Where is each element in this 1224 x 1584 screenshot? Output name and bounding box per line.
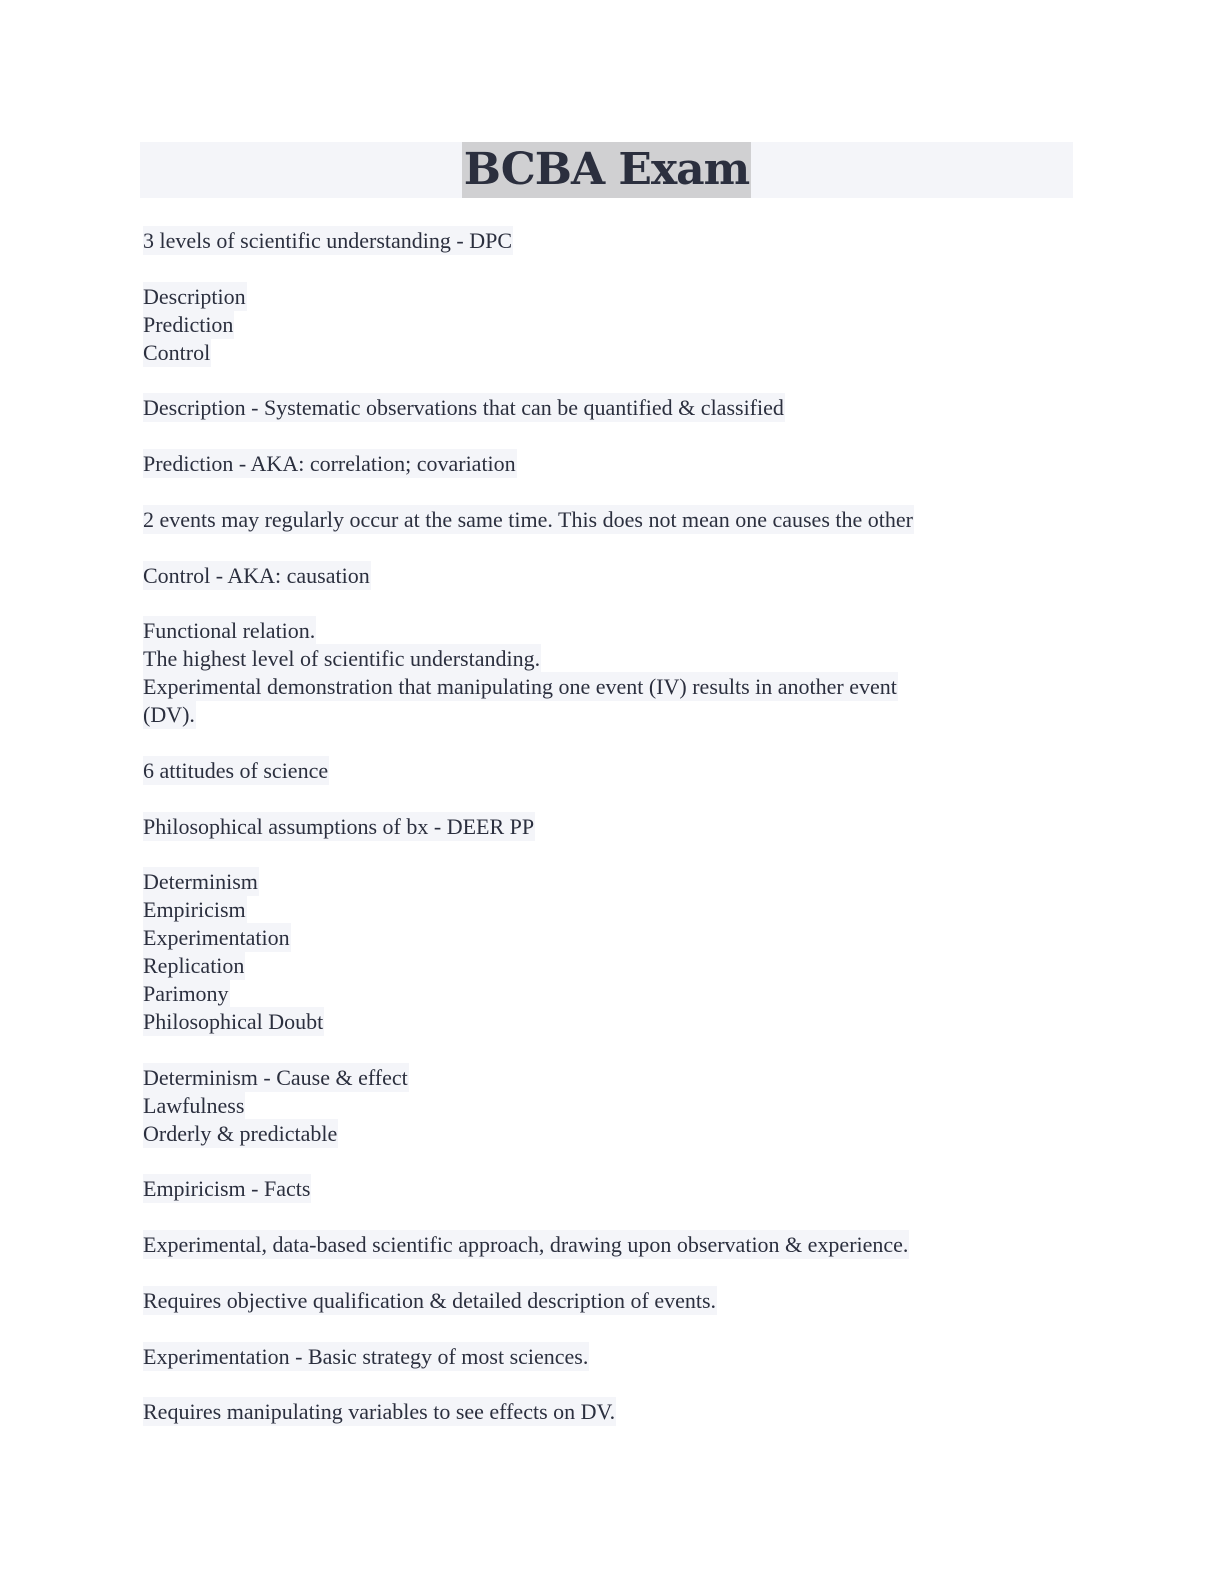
paragraph-gap <box>143 534 1043 562</box>
paragraph-gap <box>143 255 1043 283</box>
text-line-content: Control <box>143 339 211 365</box>
paragraph <box>143 1398 1043 1426</box>
paragraph <box>143 1175 1043 1203</box>
text-line-content: Determinism - Cause & effect <box>143 1064 408 1090</box>
text-line-content: Prediction - AKA: correlation; covariation <box>143 451 516 477</box>
paragraph <box>143 506 1043 534</box>
text-line-content: Experimental, data-based scientific approach, drawing upon observation & experience. <box>143 1232 909 1258</box>
text-line <box>143 339 1043 367</box>
paragraph-gap <box>143 366 1043 394</box>
paragraph <box>143 1287 1043 1315</box>
text-line <box>143 1008 1043 1036</box>
paragraph <box>143 757 1043 785</box>
paragraph <box>143 450 1043 478</box>
paragraph <box>143 394 1043 422</box>
paragraph <box>143 1343 1043 1371</box>
text-line-content: (DV). <box>143 702 195 728</box>
text-line-content: Experimental demonstration that manipulating one event (IV) results in another event <box>143 674 897 700</box>
paragraph <box>143 813 1043 841</box>
document-title: BCBA Exam <box>462 142 752 198</box>
paragraph-gap <box>143 1147 1043 1175</box>
text-line <box>143 283 1043 311</box>
text-line-content: Philosophical Doubt <box>143 1008 324 1034</box>
text-line <box>143 506 1043 534</box>
text-line <box>143 1287 1043 1315</box>
paragraph <box>143 227 1043 255</box>
text-line <box>143 1175 1043 1203</box>
text-line-content: Functional relation. <box>143 618 316 644</box>
text-line <box>143 757 1043 785</box>
text-line <box>143 673 1043 701</box>
text-line-content: 2 events may regularly occur at the same time. This does not mean one causes the other <box>143 506 913 532</box>
text-line-content: Empiricism <box>143 897 246 923</box>
paragraph-gap <box>143 729 1043 757</box>
text-line <box>143 813 1043 841</box>
text-line <box>143 1092 1043 1120</box>
text-line-content: Experimentation <box>143 925 290 951</box>
paragraph-gap <box>143 1371 1043 1399</box>
paragraph-gap <box>143 1259 1043 1287</box>
paragraph-gap <box>143 422 1043 450</box>
text-line-content: Description - Systematic observations that can be quantified & classified <box>143 395 784 421</box>
paragraph-gap <box>143 841 1043 869</box>
text-line-content: Requires objective qualification & detailed description of events. <box>143 1287 717 1313</box>
paragraph <box>143 562 1043 590</box>
text-line-content: Empiricism - Facts <box>143 1176 311 1202</box>
text-line-content: Parimony <box>143 981 229 1007</box>
text-line <box>143 896 1043 924</box>
text-line-content: 6 attitudes of science <box>143 757 329 783</box>
text-line <box>143 617 1043 645</box>
text-line-content: Prediction <box>143 311 234 337</box>
text-line <box>143 1120 1043 1148</box>
paragraph-gap <box>143 590 1043 618</box>
paragraph <box>143 617 1043 729</box>
text-line <box>143 645 1043 673</box>
text-line <box>143 227 1043 255</box>
text-line <box>143 952 1043 980</box>
text-line-content: Description <box>143 283 246 309</box>
paragraph-gap <box>143 478 1043 506</box>
text-line <box>143 868 1043 896</box>
text-line <box>143 1064 1043 1092</box>
text-line-content: Requires manipulating variables to see effects on DV. <box>143 1399 616 1425</box>
text-line <box>143 1231 1043 1259</box>
text-line-content: Replication <box>143 953 245 979</box>
text-line <box>143 701 1043 729</box>
text-line-content: Philosophical assumptions of bx - DEER PP <box>143 813 535 839</box>
text-line-content: Control - AKA: causation <box>143 562 370 588</box>
paragraph <box>143 868 1043 1035</box>
text-line <box>143 980 1043 1008</box>
text-line-content: The highest level of scientific understanding. <box>143 646 541 672</box>
title-band <box>140 142 1073 198</box>
text-line <box>143 1343 1043 1371</box>
paragraph-gap <box>143 1315 1043 1343</box>
document-body <box>143 227 1043 1426</box>
text-line-content: 3 levels of scientific understanding - DPC <box>143 228 513 253</box>
paragraph-gap <box>143 785 1043 813</box>
paragraph-gap <box>143 1203 1043 1231</box>
text-line <box>143 1398 1043 1426</box>
text-line-content: Lawfulness <box>143 1092 245 1118</box>
text-line-content: Experimentation - Basic strategy of most sciences. <box>143 1343 589 1369</box>
text-line-content: Determinism <box>143 869 258 895</box>
paragraph-gap <box>143 1036 1043 1064</box>
text-line-content: Orderly & predictable <box>143 1120 338 1146</box>
paragraph <box>143 283 1043 367</box>
paragraph <box>143 1064 1043 1148</box>
text-line <box>143 562 1043 590</box>
text-line <box>143 394 1043 422</box>
text-line <box>143 311 1043 339</box>
text-line <box>143 924 1043 952</box>
text-line <box>143 450 1043 478</box>
paragraph <box>143 1231 1043 1259</box>
